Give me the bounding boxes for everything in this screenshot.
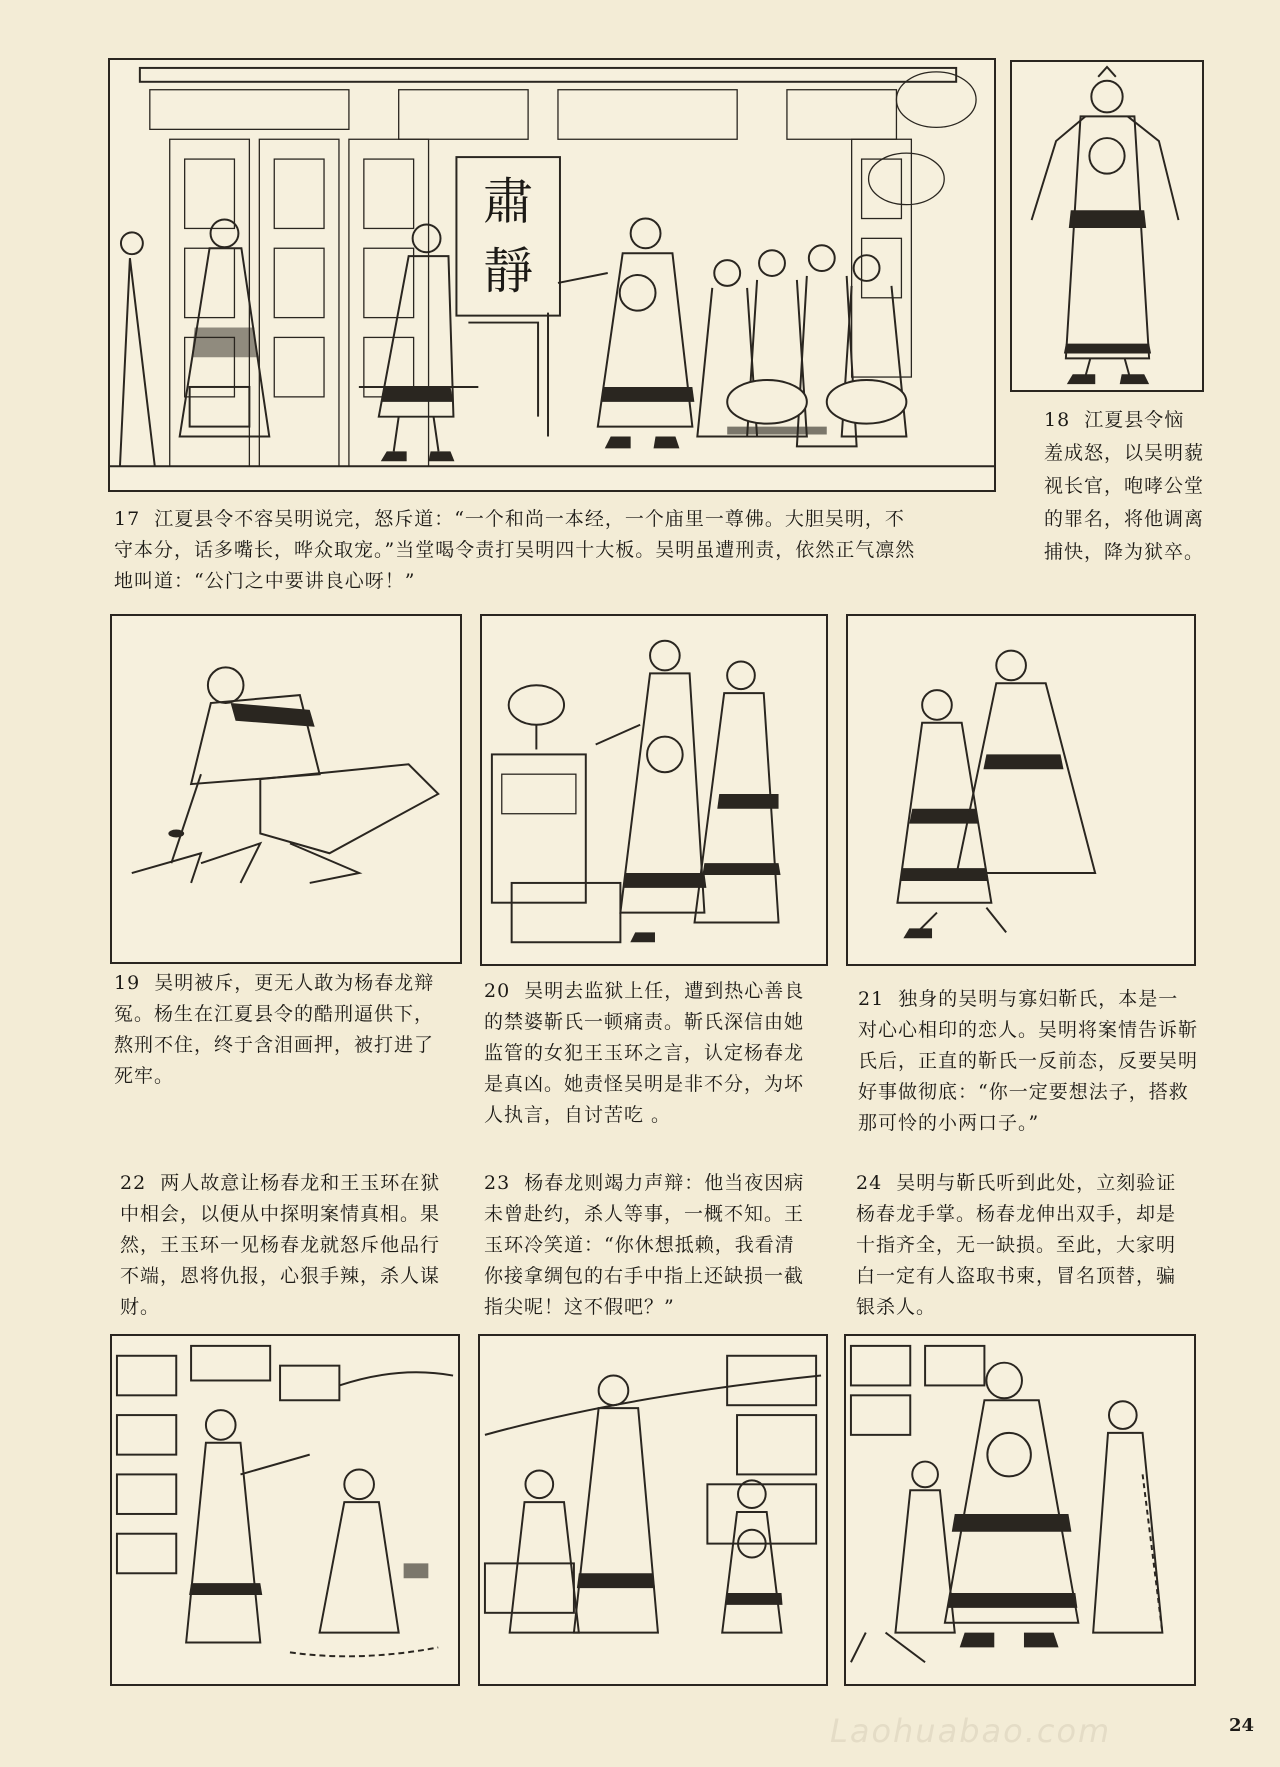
- caption-21: [858, 984, 1198, 1139]
- panel-17-illustration: [108, 58, 996, 492]
- caption-number: 24: [856, 1172, 883, 1194]
- caption-text: 两人故意让杨春龙和王玉环在狱中相会，以便从中探明案情真相。果然，王玉环一见杨春龙就怒斥他品行不端，恩将仇报，心狠手辣，杀人谋财。: [120, 1172, 441, 1318]
- panel-18-illustration: [1010, 60, 1204, 392]
- caption-24: [856, 1168, 1186, 1323]
- caption-number: 21: [858, 988, 885, 1010]
- panel-22-illustration: [110, 1334, 460, 1686]
- caption-text: 吴明被斥，更无人敢为杨春龙辩冤。杨生在江夏县令的酷刑逼供下，熬刑不住，终于含泪画押，被打进了死牢。: [114, 972, 435, 1087]
- caption-number: 23: [484, 1172, 511, 1194]
- caption-18: [1044, 404, 1204, 569]
- sign-character-bottom: 靜: [483, 241, 534, 300]
- page-number: 24: [1228, 1715, 1254, 1736]
- panel-20-illustration: [480, 614, 828, 966]
- caption-22: [120, 1168, 450, 1323]
- sign-character-top: 肅: [483, 172, 534, 231]
- caption-23: [484, 1168, 814, 1323]
- caption-text: 江夏县令不容吴明说完，怒斥道：“一个和尚一本经，一个庙里一尊佛。大胆吴明，不守本分，话多嘴长，哗众取宠。”当堂喝令责打吴明四十大板。吴明虽遭刑责，依然正气凛然地叫道：“公门之中要讲良心呀！”: [114, 508, 916, 592]
- panel-23-illustration: [478, 1334, 828, 1686]
- caption-number: 22: [120, 1172, 147, 1194]
- panel-24-illustration: [844, 1334, 1196, 1686]
- panel-21-illustration: [846, 614, 1196, 966]
- caption-19: [114, 968, 440, 1092]
- caption-17: [114, 504, 924, 597]
- caption-number: 17: [114, 508, 141, 530]
- caption-text: 吴明去监狱上任，遭到热心善良的禁婆靳氏一顿痛责。靳氏深信由她监管的女犯王玉环之言，认定杨春龙是真凶。她责怪吴明是非不分，为坏人执言，自讨苦吃 。: [484, 980, 805, 1126]
- caption-number: 18: [1044, 409, 1071, 431]
- caption-number: 19: [114, 972, 141, 994]
- caption-number: 20: [484, 980, 511, 1002]
- caption-text: 江夏县令恼羞成怒，以吴明藐视长官，咆哮公堂的罪名，将他调离捕快，降为狱卒。: [1044, 409, 1205, 563]
- caption-text: 杨春龙则竭力声辩：他当夜因病未曾赴约，杀人等事，一概不知。王玉环冷笑道：“你休想抵赖，我看清你接拿绸包的右手中指上还缺损一截指尖呢！这不假吧？”: [484, 1172, 805, 1318]
- caption-text: 吴明与靳氏听到此处，立刻验证杨春龙手掌。杨春龙伸出双手，却是十指齐全，无一缺损。至此，大家明白一定有人盗取书柬，冒名顶替，骗银杀人。: [856, 1172, 1177, 1318]
- watermark-text: Laohuabao.com: [830, 1712, 1112, 1750]
- caption-text: 独身的吴明与寡妇靳氏，本是一对心心相印的恋人。吴明将案情告诉靳氏后，正直的靳氏一反前态，反要吴明好事做彻底：“你一定要想法子，搭救那可怜的小两口子。”: [858, 988, 1199, 1134]
- panel-19-illustration: [110, 614, 462, 964]
- caption-20: [484, 976, 814, 1131]
